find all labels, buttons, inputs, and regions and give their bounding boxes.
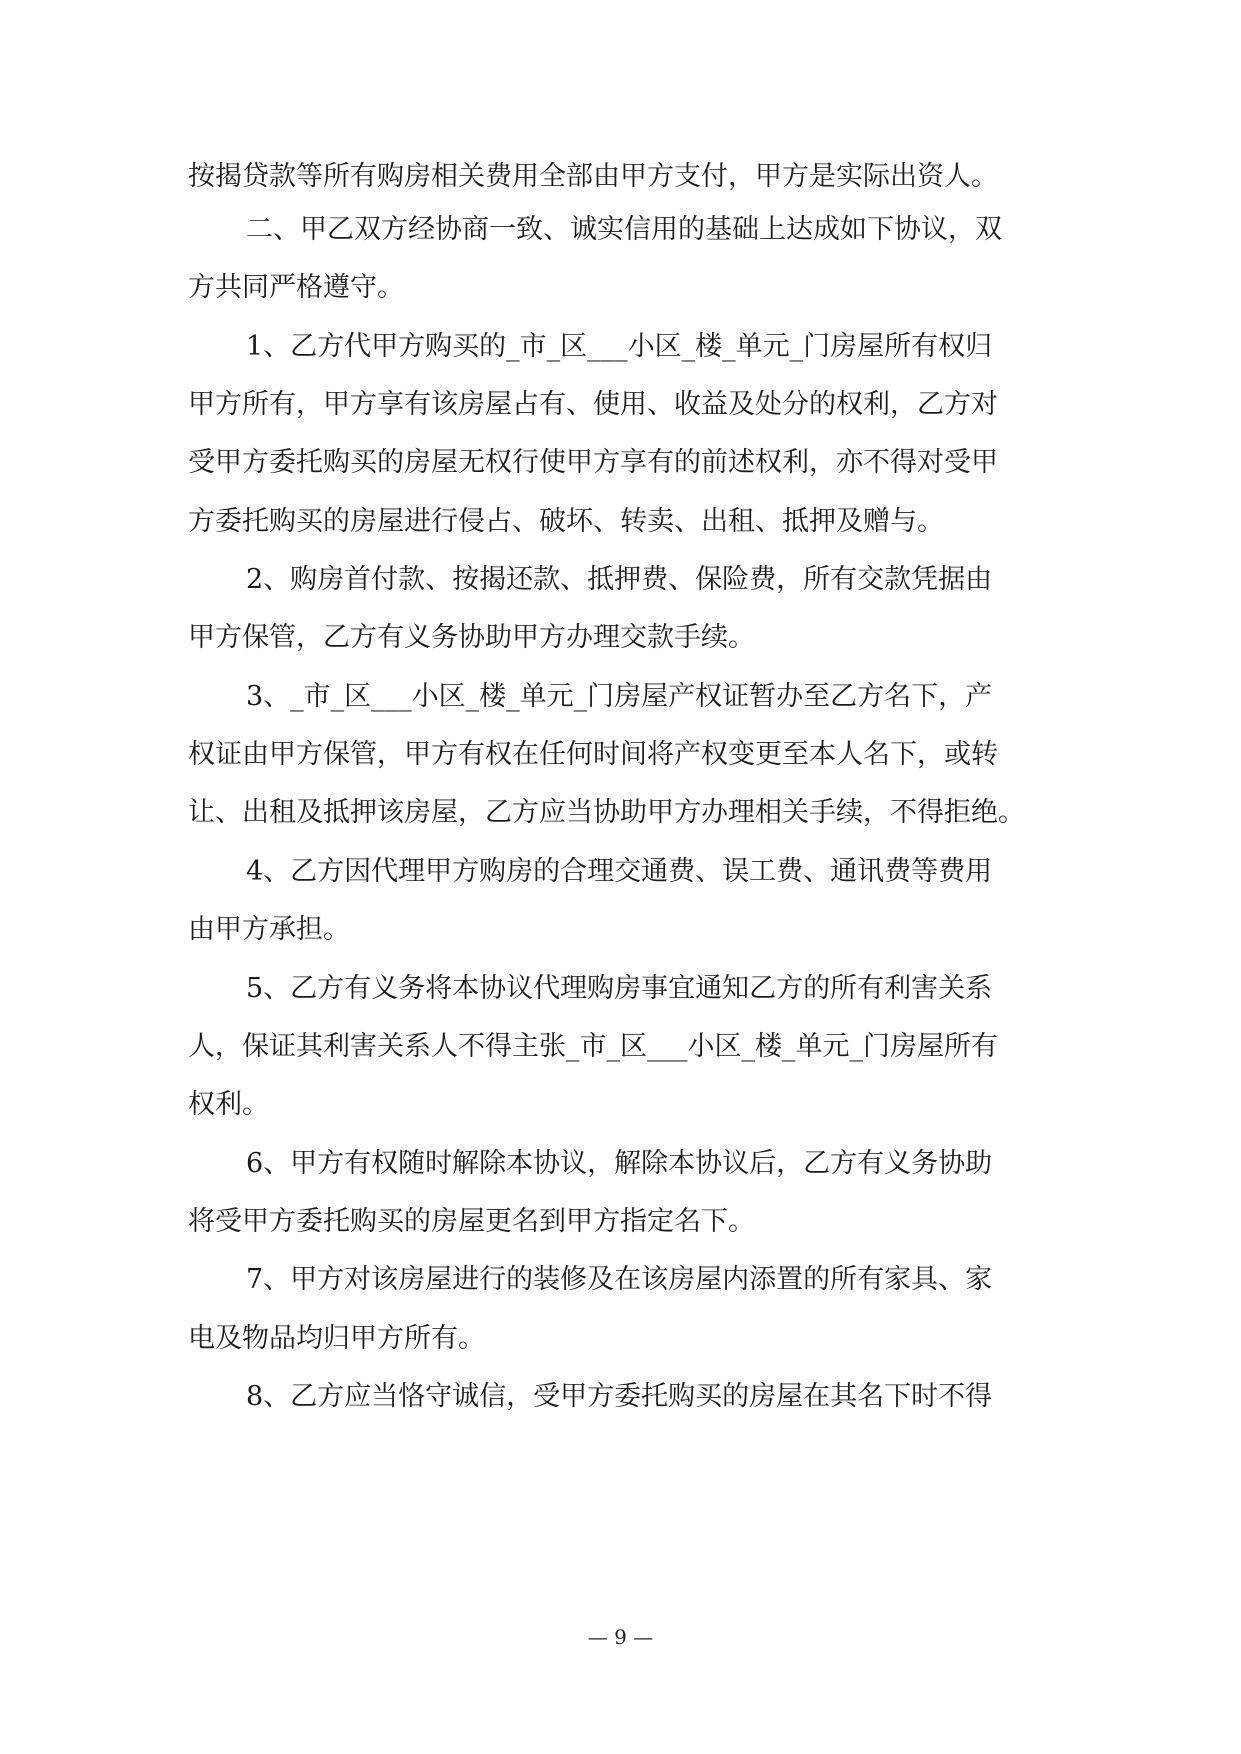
text-line: 4、乙方因代理甲方购房的合理交通费、误工费、通讯费等费用: [246, 856, 993, 887]
text-line: 甲方保管，乙方有义务协助甲方办理交款手续。: [188, 622, 755, 653]
text-line: 5、乙方有义务将本协议代理购房事宜通知乙方的所有利害关系: [246, 973, 993, 1004]
page-number: — 9 —: [587, 1625, 654, 1649]
text-line: 方委托购买的房屋进行侵占、破坏、转卖、出租、抵押及赠与。: [188, 506, 944, 537]
text-line: 6、甲方有权随时解除本协议，解除本协议后，乙方有义务协助: [246, 1148, 993, 1179]
text-line: 二、甲乙双方经协商一致、诚实信用的基础上达成如下协议，双: [246, 214, 1002, 245]
text-line: 让、出租及抵押该房屋，乙方应当协助甲方办理相关手续，不得拒绝。: [188, 797, 1025, 828]
text-line: 电及物品均归甲方所有。: [188, 1323, 485, 1354]
text-line: 由甲方承担。: [188, 914, 350, 945]
text-line: 受甲方委托购买的房屋无权行使甲方享有的前述权利，亦不得对受甲: [188, 447, 998, 478]
text-line: 甲方所有，甲方享有该房屋占有、使用、收益及处分的权利，乙方对: [188, 389, 998, 420]
text-line: 2、购房首付款、按揭还款、抵押费、保险费，所有交款凭据由: [246, 564, 993, 595]
text-line: 1、乙方代甲方购买的_市_区___小区_楼_单元_门房屋所有权归: [246, 331, 993, 362]
text-line: 按揭贷款等所有购房相关费用全部由甲方支付，甲方是实际出资人。: [188, 161, 998, 192]
text-line: 权利。: [188, 1089, 269, 1120]
text-line: 8、乙方应当恪守诚信，受甲方委托购买的房屋在其名下时不得: [246, 1381, 993, 1412]
text-line: 将受甲方委托购买的房屋更名到甲方指定名下。: [188, 1206, 755, 1237]
text-line: 权证由甲方保管，甲方有权在任何时间将产权变更至本人名下，或转: [188, 739, 998, 770]
text-line: 7、甲方对该房屋进行的装修及在该房屋内添置的所有家具、家: [246, 1264, 993, 1295]
text-line: 3、_市_区___小区_楼_单元_门房屋产权证暂办至乙方名下，产: [246, 681, 993, 712]
text-line: 人，保证其利害关系人不得主张_市_区___小区_楼_单元_门房屋所有: [188, 1031, 998, 1062]
text-line: 方共同严格遵守。: [188, 272, 404, 303]
